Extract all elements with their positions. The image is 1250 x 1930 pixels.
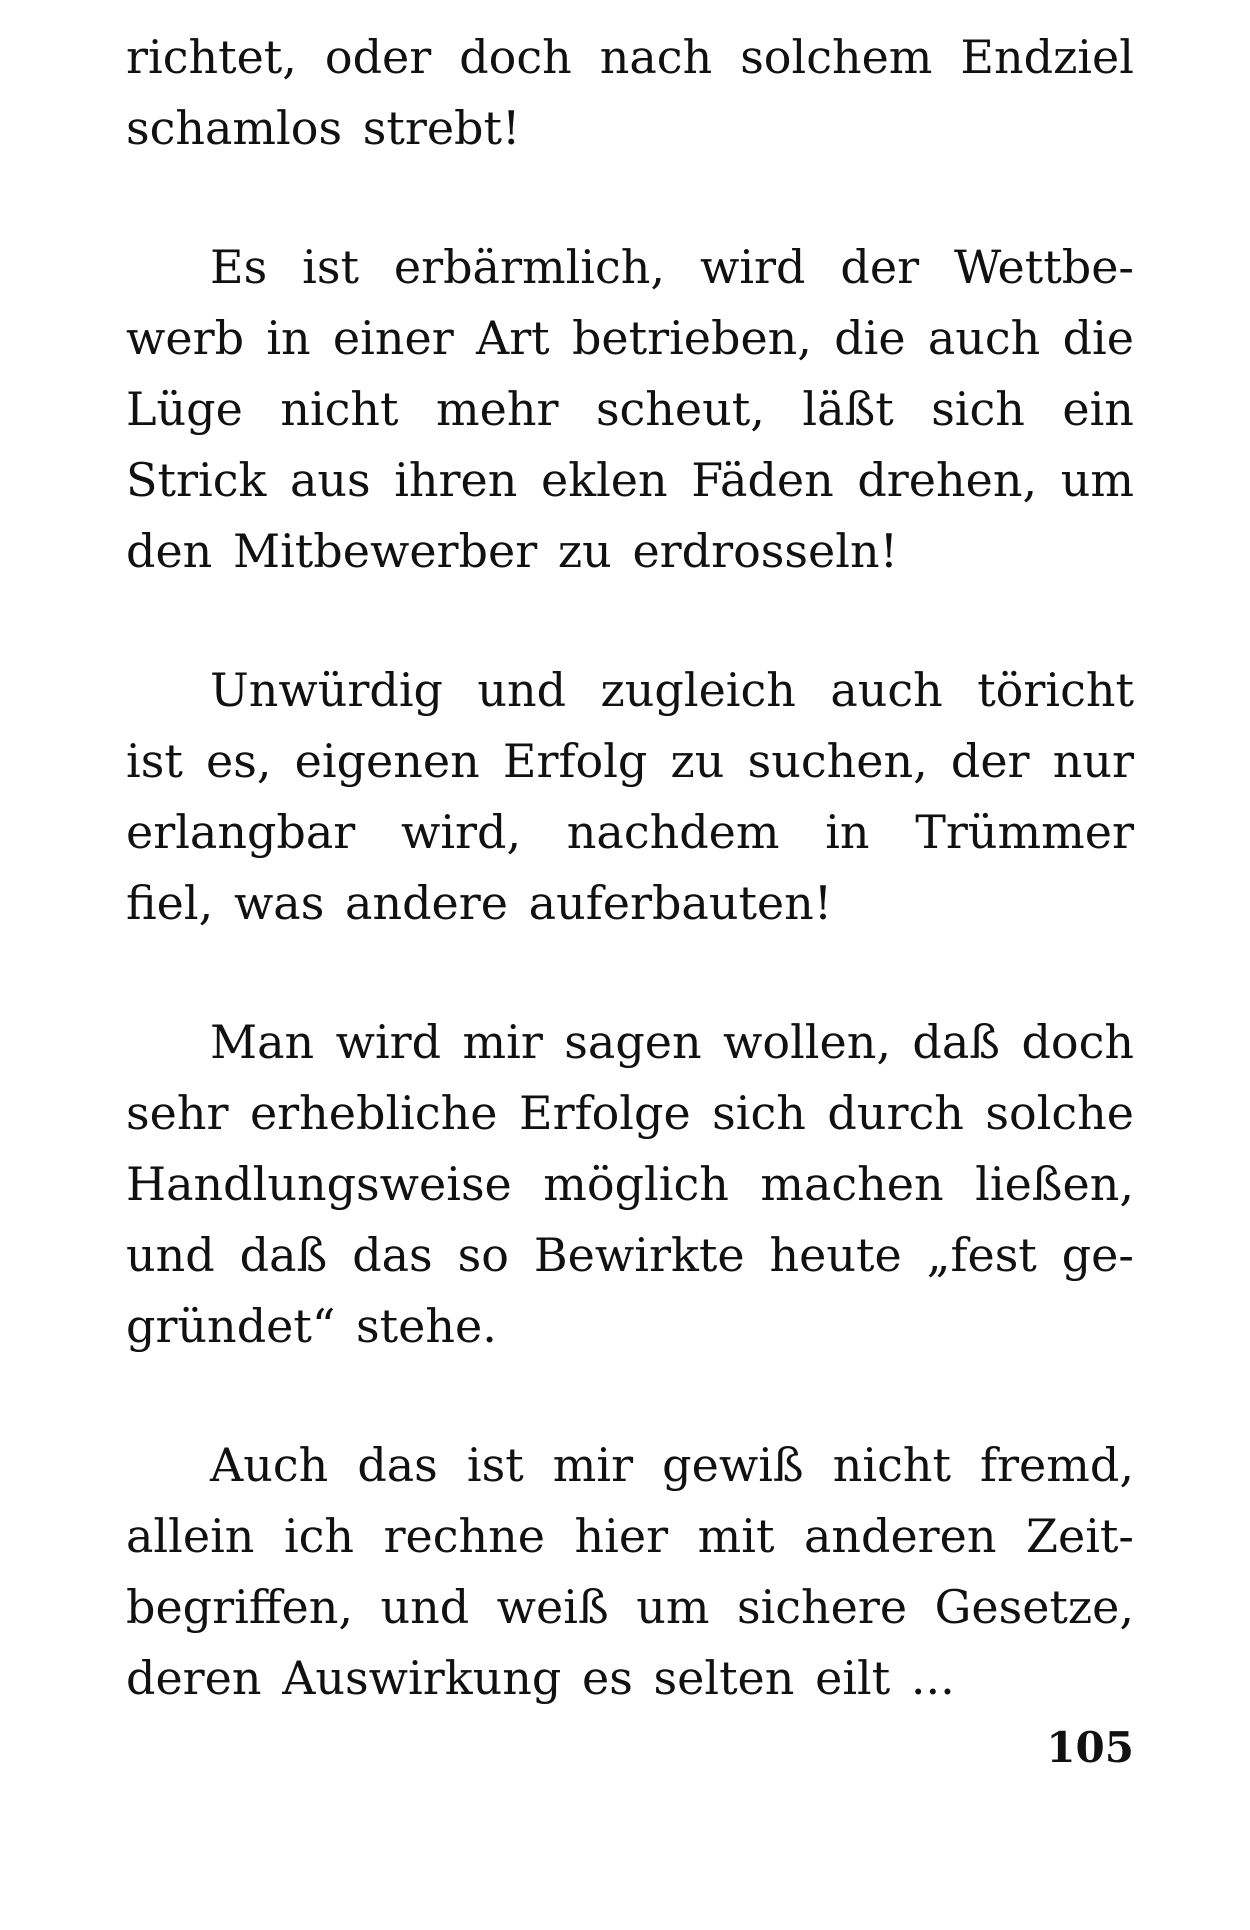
word: ein [1062,382,1134,436]
word: Bewirkte [533,1228,745,1282]
text-line [126,797,1134,868]
text-line [126,868,1134,939]
paragraph [126,1430,1134,1714]
word: der [840,240,920,294]
word: es, [206,734,272,788]
text-line [126,1291,1134,1362]
word: erbärmlich, [393,240,666,294]
word: möglich [543,1157,729,1211]
word: fremd, [980,1438,1134,1492]
word: sich [712,1086,806,1140]
word: Auch [210,1438,329,1492]
text-line [126,1007,1134,1078]
word: erhebliche [249,1086,498,1140]
word: sich [931,382,1025,436]
word: gewiß [662,1438,804,1492]
text-line [126,726,1134,797]
text-line [126,655,1134,726]
word: nur [1052,734,1134,788]
word: oder [324,30,432,84]
word: Zeit- [1026,1509,1134,1563]
word: in [266,311,311,365]
word: scheut, [595,382,765,436]
word: nach [599,30,713,84]
word: so [457,1228,509,1282]
word: Auswirkung [282,1651,562,1705]
word: Fäden [691,453,834,507]
word: „fest [926,1228,1037,1282]
word: Es [210,240,268,294]
word: erdrosseln! [632,524,899,578]
word: nicht [832,1438,951,1492]
text-line [126,1430,1134,1501]
text-line [126,1078,1134,1149]
text-line [126,516,1134,587]
word: der [950,734,1030,788]
word: daß [912,1015,1001,1069]
word: andere [345,876,508,930]
text-line [126,374,1134,445]
word: anderen [803,1509,997,1563]
word: selten [653,1651,795,1705]
word: um [636,1580,710,1634]
paragraph [126,655,1134,939]
word: ich [283,1509,355,1563]
word: die [834,311,906,365]
word: mir [552,1438,634,1492]
word: ... [910,1651,955,1705]
word: das [352,1228,433,1282]
text-line [126,232,1134,303]
word: läßt [802,382,894,436]
word: nachdem [566,805,780,859]
word: machen [760,1157,944,1211]
text-line [126,1149,1134,1220]
paragraph [126,232,1134,587]
word: Erfolge [519,1086,691,1140]
word: und [380,1580,470,1634]
word: schamlos [126,101,343,155]
word: wird [699,240,806,294]
word: Erfolg [502,734,648,788]
text-line [126,445,1134,516]
word: sichere [736,1580,908,1634]
word: Trümmer [915,805,1134,859]
word: sehr [126,1086,229,1140]
word: in [825,805,870,859]
word: eilt [815,1651,891,1705]
word: aus [289,453,371,507]
word: wird, [400,805,522,859]
word: werb [126,311,245,365]
word: erlangbar [126,805,356,859]
word: eklen [540,453,668,507]
word: hier [574,1509,669,1563]
text-line [126,303,1134,374]
text-line [126,1572,1134,1643]
word: Gesetze, [934,1580,1134,1634]
word: den [126,524,213,578]
word: mit [697,1509,775,1563]
word: richtet, [126,30,297,84]
word: fiel, [126,876,214,930]
word: Art [475,311,550,365]
word: betrieben, [571,311,812,365]
word: gründet“ [126,1299,336,1353]
word: auferbauten! [528,876,833,930]
word: mir [462,1015,543,1069]
word: solche [985,1086,1134,1140]
word: begriffen, [126,1580,353,1634]
text-line [126,1643,1134,1714]
word: eigenen [294,734,480,788]
word: und [477,663,567,717]
word: die [1062,311,1134,365]
word: ihren [394,453,518,507]
text-line [126,1501,1134,1572]
word: einer [332,311,454,365]
word: das [357,1438,438,1492]
word: Lüge [126,382,243,436]
word: daß [239,1228,328,1282]
word: Mitbewerber [232,524,538,578]
word: ist [126,734,183,788]
paragraph [126,1007,1134,1362]
word: zu [670,734,725,788]
word: wird [335,1015,442,1069]
page-number: 105 [1046,1723,1134,1772]
word: Handlungsweise [126,1157,512,1211]
word: was [233,876,325,930]
text-line [126,1220,1134,1291]
text-line [126,22,1134,93]
word: stehe. [356,1299,497,1353]
word: mehr [436,382,559,436]
word: weiß [496,1580,609,1634]
word: auch [830,663,943,717]
word: ge- [1061,1228,1134,1282]
text-line [126,93,1134,164]
word: solchem [740,30,933,84]
word: und [126,1228,215,1282]
paragraph [126,22,1134,164]
word: ließen, [975,1157,1134,1211]
word: Unwürdig [210,663,443,717]
body-text [126,22,1134,1782]
word: töricht [977,663,1134,717]
word: Man [210,1015,315,1069]
word: strebt! [362,101,521,155]
word: ist [302,240,359,294]
word: rechne [383,1509,546,1563]
word: suchen, [747,734,928,788]
word: zugleich [600,663,796,717]
word: Strick [126,453,267,507]
word: Endziel [960,30,1134,84]
word: um [1060,453,1134,507]
word: Wettbe- [954,240,1134,294]
word: es [582,1651,633,1705]
word: nicht [280,382,399,436]
word: drehen, [857,453,1038,507]
word: durch [827,1086,964,1140]
word: doch [1021,1015,1134,1069]
word: zu [557,524,612,578]
word: allein [126,1509,255,1563]
word: doch [459,30,572,84]
word: heute [769,1228,902,1282]
word: ist [466,1438,524,1492]
word: deren [126,1651,262,1705]
word: wollen, [723,1015,891,1069]
word: auch [927,311,1041,365]
word: sagen [564,1015,702,1069]
